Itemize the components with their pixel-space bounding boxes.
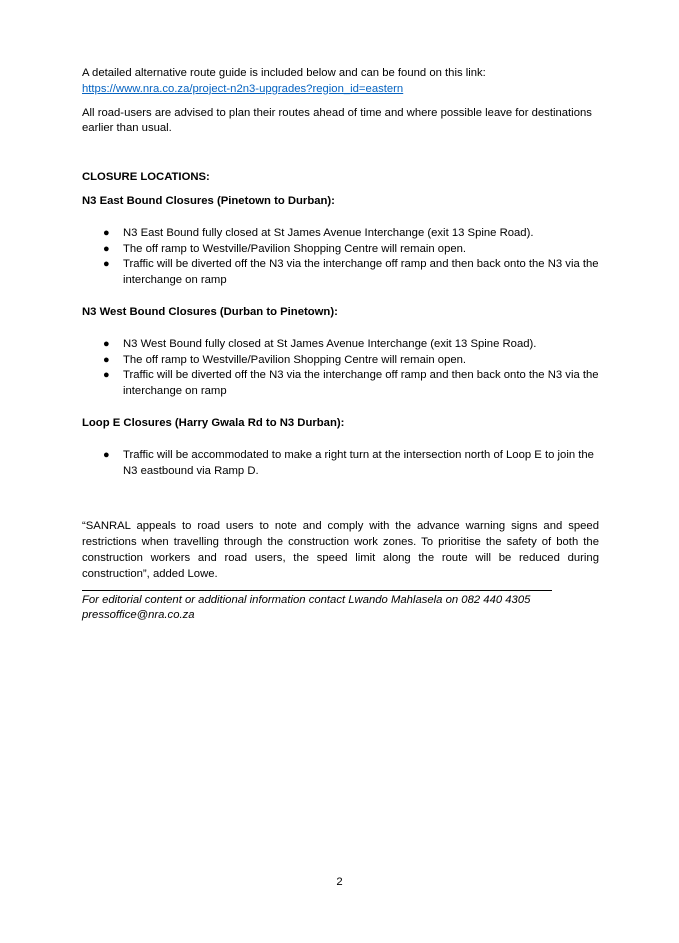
bullet-icon: ● <box>103 448 110 461</box>
bullet-icon: ● <box>103 242 110 255</box>
route-guide-text: A detailed alternative route guide is included below and can be found on this link: <box>82 67 486 79</box>
list-item: ● The off ramp to Westville/Pavilion Shopping Centre will remain open. <box>82 353 599 369</box>
advice-paragraph: All road-users are advised to plan their routes ahead of time and where possible leave for destinations earlier than usual. <box>82 106 592 135</box>
bullet-icon: ● <box>103 258 110 271</box>
list-item: ● Traffic will be accommodated to make a right turn at the intersection north of Loop E to join the N3 eastbound via Ramp D. <box>103 448 594 477</box>
bullet-icon: ● <box>103 353 110 366</box>
list-item: ● Traffic will be diverted off the N3 via the interchange off ramp and then back onto the N3 via the interchange on ramp <box>103 369 599 398</box>
page-number: 2 <box>336 876 343 888</box>
list-item: ● N3 East Bound fully closed at St James Avenue Interchange (exit 13 Spine Road). <box>82 226 599 242</box>
section-heading-loop-e: Loop E Closures (Harry Gwala Rd to N3 Durban): <box>82 416 345 429</box>
page-content <box>82 66 599 624</box>
bullet-icon: ● <box>103 369 110 382</box>
route-guide-link[interactable]: https://www.nra.co.za/project-n2n3-upgrades?region_id=eastern <box>82 82 404 95</box>
loop-e-list <box>82 448 599 480</box>
bullet-icon: ● <box>103 226 110 239</box>
list-item: ● N3 West Bound fully closed at St James Avenue Interchange (exit 13 Spine Road). <box>82 337 599 353</box>
quote-paragraph: “SANRAL appeals to road users to note and comply with the advance warning signs and speed restrictions when travelling through the construction work zones. To prioritise the safety of both the construction workers and road users, the speed limit along the route will be reduced during construction”, added Lowe. <box>82 520 599 580</box>
contact-line: For editorial content or additional information contact Lwando Mahlasela on 082 440 4305 <box>82 593 531 606</box>
closures-heading: CLOSURE LOCATIONS: <box>82 171 210 184</box>
westbound-list <box>82 337 599 400</box>
bullet-icon: ● <box>103 337 110 350</box>
eastbound-list <box>82 226 599 289</box>
press-email[interactable]: pressoffice@nra.co.za <box>82 609 195 622</box>
section-heading-westbound: N3 West Bound Closures (Durban to Pinetown): <box>82 305 338 318</box>
list-item: ● The off ramp to Westville/Pavilion Shopping Centre will remain open. <box>82 242 599 258</box>
section-heading-eastbound: N3 East Bound Closures (Pinetown to Durban): <box>82 194 335 207</box>
footer-divider <box>82 590 552 591</box>
list-item: ● Traffic will be diverted off the N3 via the interchange off ramp and then back onto the N3 via the interchange on ramp <box>103 258 599 287</box>
